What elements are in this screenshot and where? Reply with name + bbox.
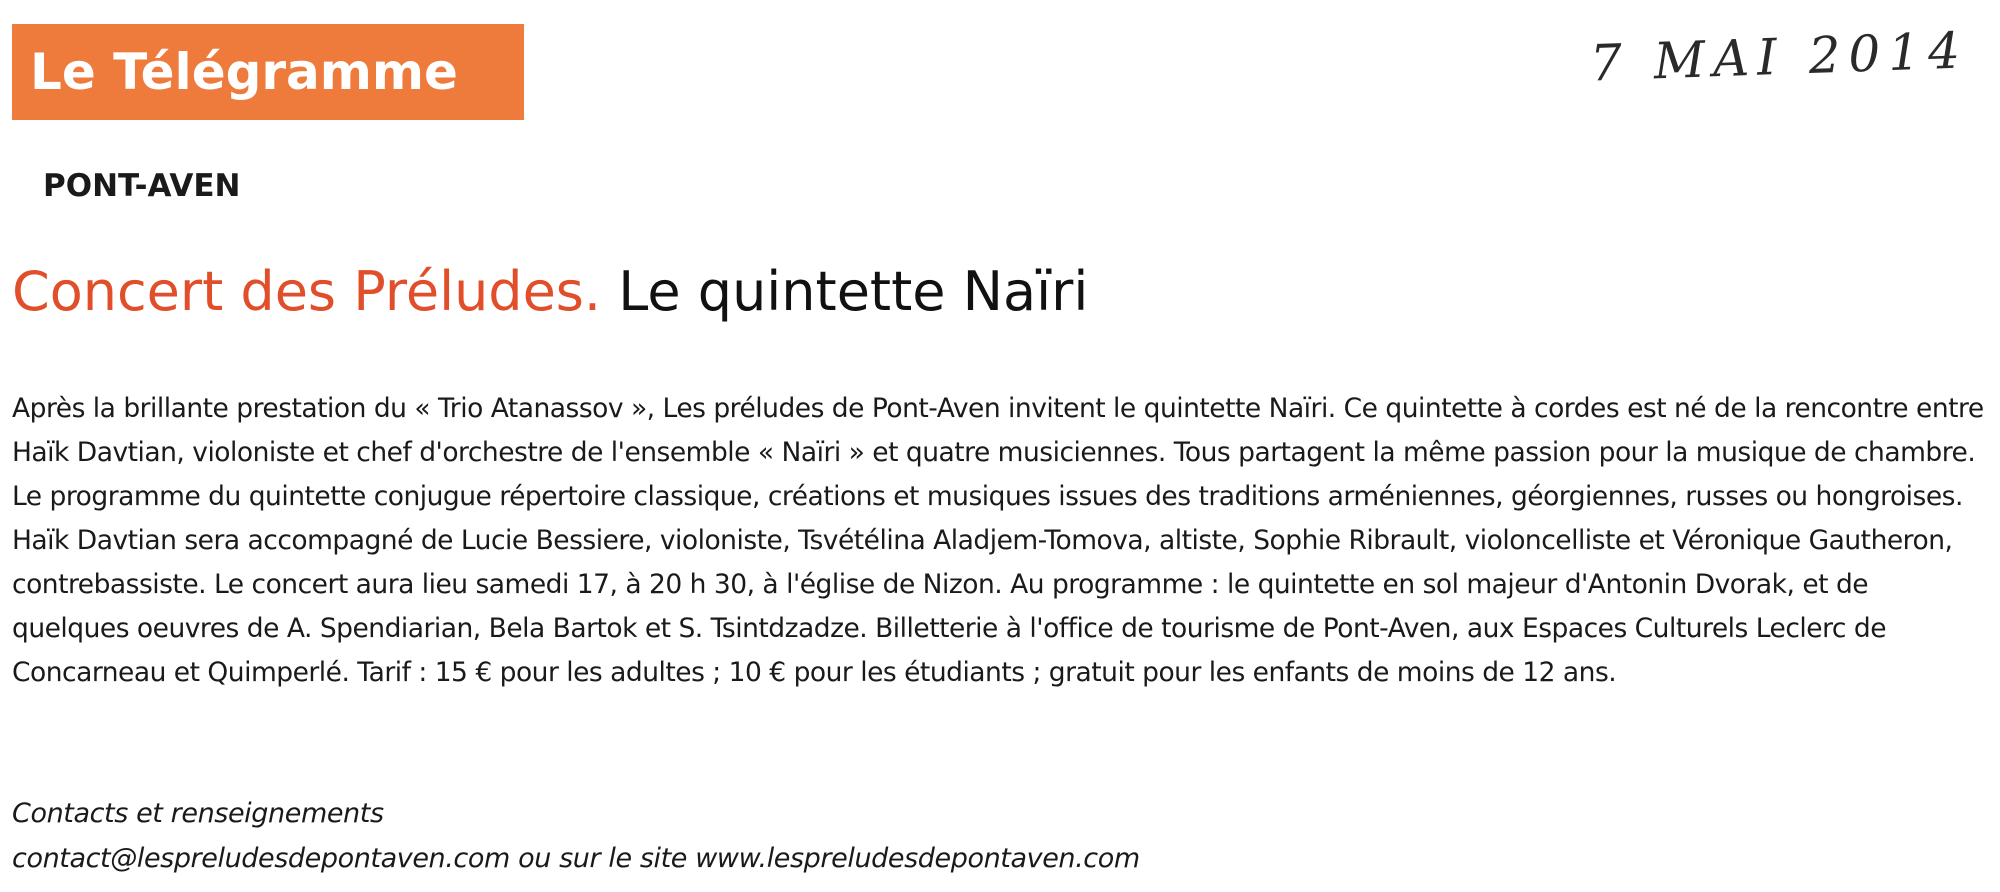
handwritten-date: 7 MAI 2014: [1589, 21, 1969, 93]
newspaper-title: Le Télégramme: [30, 43, 458, 101]
article-headline: [12, 262, 1088, 321]
contacts-details: contact@lespreludesdepontaven.com ou sur le site www.lespreludesdepontaven.com: [12, 843, 1140, 874]
headline-red-part: Concert des Préludes.: [12, 260, 602, 323]
article-body: Après la brillante prestation du « Trio Atanassov », Les préludes de Pont-Aven invitent le quintette Naïri. Ce quintette à cordes est né de la rencontre entre Haïk Davtian, violoniste et chef d'orchestre de l'ensemble « Naïri » et quatre musiciennes. Tous partagent la même passion pour la musique de chambre. Le programme du quintette conjugue répertoire classique, créations et musiques issues des traditions arméniennes, géorgiennes, russes ou hongroises. Haïk Davtian sera accompagné de Lucie Bessiere, violoniste, Tsvétélina Aladjem-Tomova, altiste, Sophie Ribrault, violoncelliste et Véronique Gautheron, contrebassiste. Le concert aura lieu samedi 17, à 20 h 30, à l'église de Nizon. Au programme : le quintette en sol majeur d'Antonin Dvorak, et de quelques oeuvres de A. Spendiarian, Bela Bartok et S. Tsintdzadze. Billetterie à l'office de tourisme de Pont-Aven, aux Espaces Culturels Leclerc de Concarneau et Quimperlé. Tarif : 15 € pour les adultes ; 10 € pour les étudiants ; gratuit pour les enfants de moins de 12 ans.: [12, 393, 1984, 688]
contacts-heading: Contacts et renseignements: [12, 798, 384, 829]
newspaper-masthead: [12, 24, 524, 120]
section-label: PONT-AVEN: [43, 168, 241, 204]
headline-black-part: Le quintette Naïri: [618, 260, 1089, 323]
